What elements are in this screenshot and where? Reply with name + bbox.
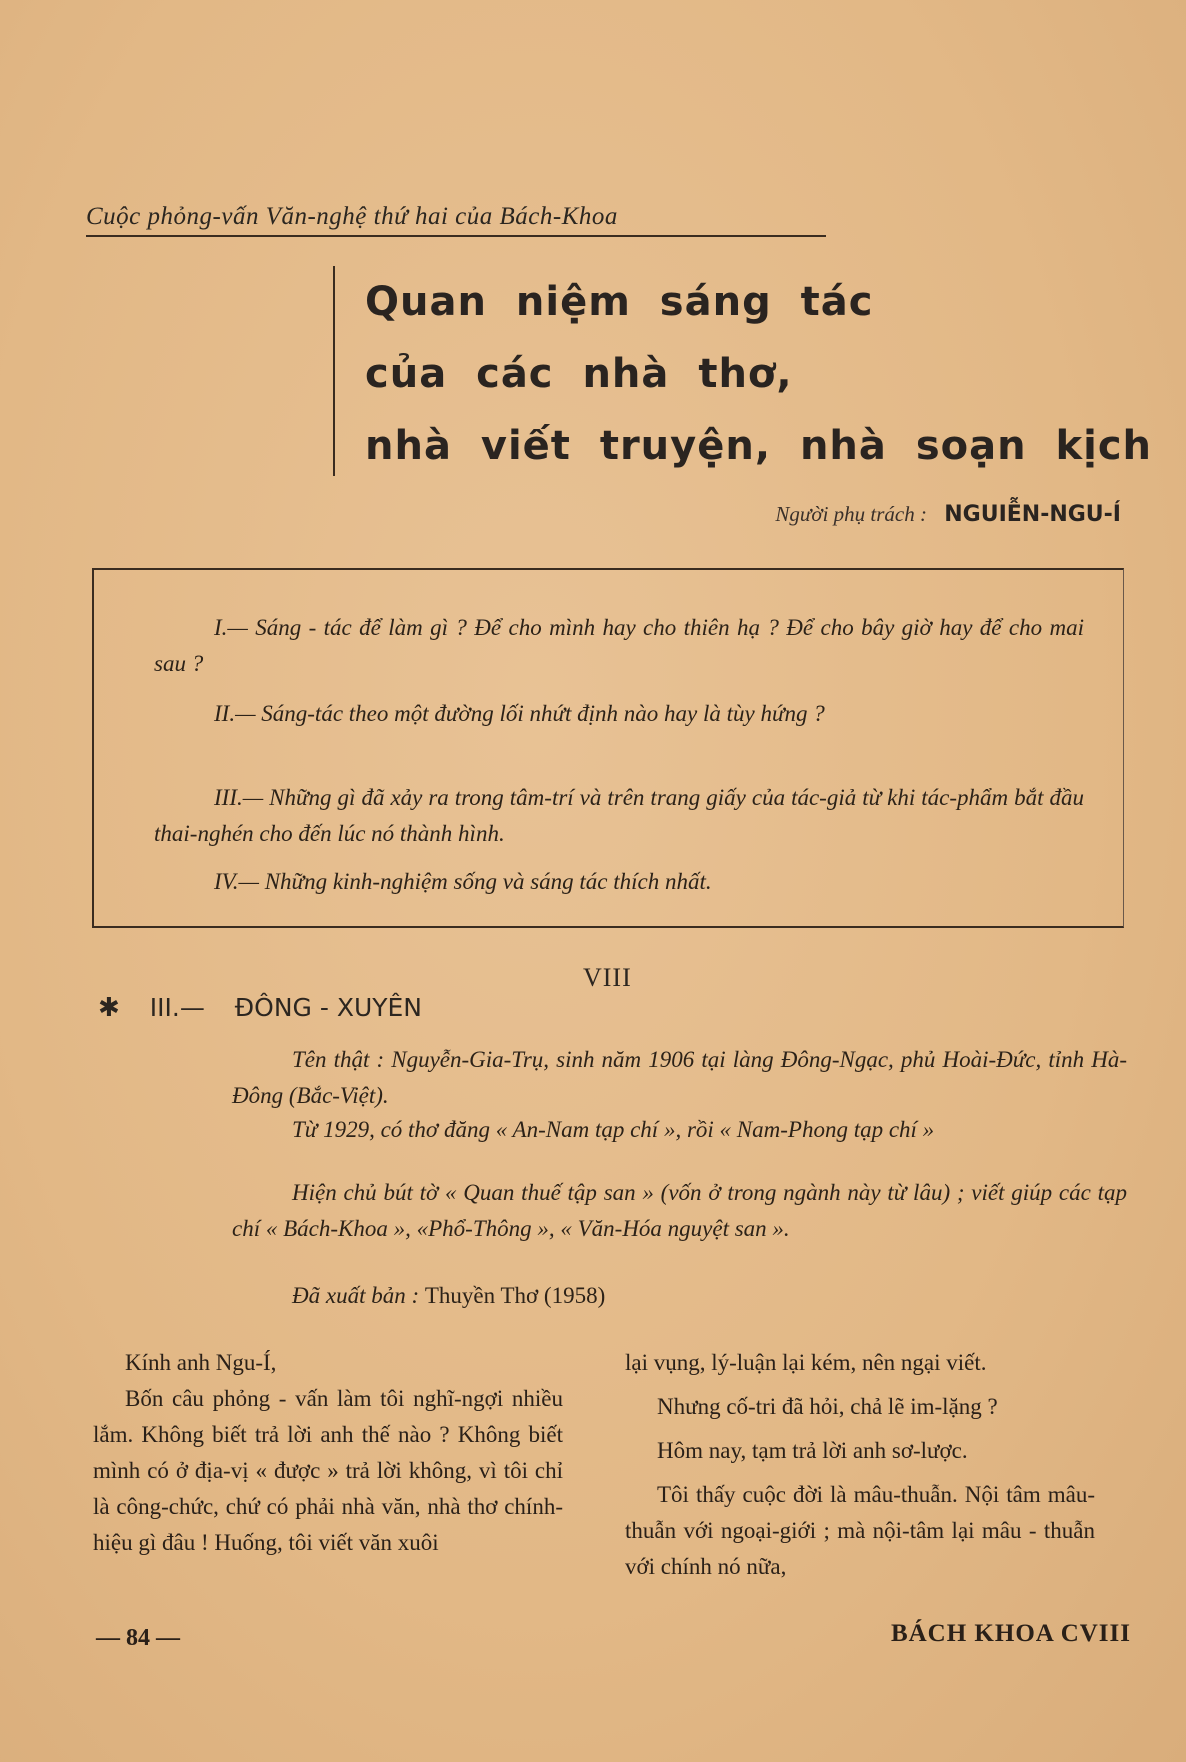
question-4: IV.— Những kinh-nghiệm sống và sáng tác thích nhất.	[214, 869, 712, 894]
section-number: III.—	[149, 993, 205, 1022]
installment-number: VIII	[583, 963, 632, 992]
series-heading: Cuộc phỏng-vấn Văn-nghệ thứ hai của Bách-Khoa	[86, 203, 826, 237]
letter-paragraph: Hôm nay, tạm trả lời anh sơ-lược.	[657, 1438, 968, 1463]
bio-now: Hiện chủ bút tờ « Quan thuế tập san » (vốn ở trong ngành này từ lâu) ; viết giúp các tạp chí « Bách-Khoa », «Phổ-Thông », « Văn-Hóa nguyệt san ».	[232, 1180, 1127, 1241]
title-line-2: của các nhà thơ,	[365, 351, 793, 397]
author-name: NGUIỄN-NGU-Í	[944, 502, 1121, 527]
letter-column-right	[625, 1345, 1095, 1585]
section-name: ĐÔNG - XUYÊN	[234, 993, 423, 1022]
bio-published	[232, 1278, 1127, 1314]
title-line-1: Quan niệm sáng tác	[365, 279, 874, 325]
page-number: — 84 —	[96, 1625, 180, 1651]
questions-box	[92, 568, 1124, 928]
bio-real-name: Tên thật : Nguyễn-Gia-Trụ, sinh năm 1906 tại làng Đông-Ngạc, phủ Hoài-Đức, tỉnh Hà-Đông (Bắc-Việt).	[232, 1047, 1127, 1108]
section-heading	[98, 993, 422, 1023]
letter-paragraph: Nhưng cố-tri đã hỏi, chả lẽ im-lặng ?	[657, 1394, 998, 1419]
journal-footer: BÁCH KHOA CVIII	[890, 1620, 1131, 1647]
letter-paragraph: Bốn câu phỏng - vấn làm tôi nghĩ-ngợi nhiều lắm. Không biết trả lời anh thế nào ? Không biết mình có ở địa-vị « được » trả lời không, vì tôi chỉ là công-chức, chứ có phải nhà văn, nhà thơ chính-hiệu gì đâu ! Huống, tôi viết văn xuôi	[93, 1386, 563, 1555]
letter-paragraph: Tôi thấy cuộc đời là mâu-thuẫn. Nội tâm mâu-thuẫn với ngoại-giới ; mà nội-tâm lại mâu - thuẫn với chính nó nữa,	[625, 1482, 1095, 1579]
title-line-3: nhà viết truyện, nhà soạn kịch	[365, 423, 1153, 469]
letter-salutation: Kính anh Ngu-Í,	[125, 1350, 277, 1375]
question-2: II.— Sáng-tác theo một đường lối nhứt định nào hay là tùy hứng ?	[214, 701, 825, 726]
letter-column-left	[93, 1345, 563, 1561]
question-1: I.— Sáng - tác để làm gì ? Để cho mình hay cho thiên hạ ? Để cho bây giờ hay để cho mai sau ?	[154, 615, 1084, 676]
bio-since: Từ 1929, có thơ đăng « An-Nam tạp chí », rồi « Nam-Phong tạp chí »	[292, 1117, 935, 1142]
published-label: Đã xuất bản :	[292, 1283, 420, 1308]
author-label: Người phụ trách :	[775, 502, 927, 526]
question-3: III.— Những gì đã xảy ra trong tâm-trí và trên trang giấy của tác-giả từ khi tác-phẩm bắt đầu thai-nghén cho đến lúc nó thành hình.	[154, 785, 1084, 846]
author-credit	[775, 502, 1121, 527]
letter-paragraph: lại vụng, lý-luận lại kém, nên ngại viết.	[625, 1350, 987, 1375]
article-title	[333, 266, 1153, 476]
published-book: Thuyền Thơ (1958)	[424, 1283, 606, 1308]
star-icon: ✱	[98, 993, 120, 1023]
